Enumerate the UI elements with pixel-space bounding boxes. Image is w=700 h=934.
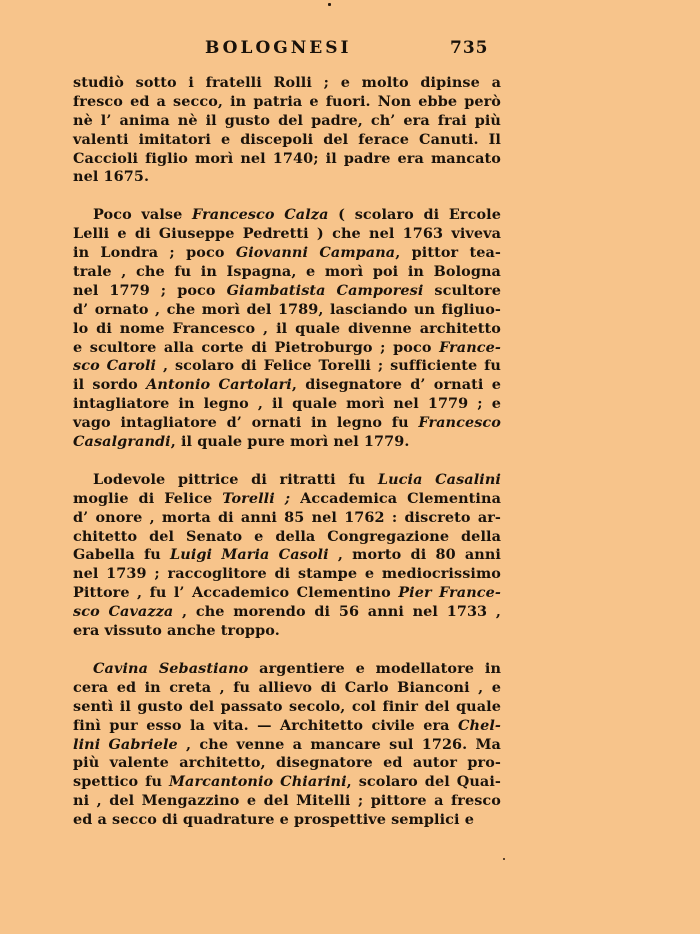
page-header [0,38,700,62]
paragraph [73,471,501,641]
paragraph [73,74,501,187]
text-segment: Poco valse [93,206,192,224]
text-segment: valenti imitatori e discepoli del ferace Canuti. Il [73,130,501,148]
text-line [73,225,501,244]
text-segment: studiò sotto i fratelli Rolli ; e molto dipinse a [73,74,501,91]
italic-name: Giovanni Campana [235,244,396,262]
paragraph [73,206,501,452]
text-segment: chitetto del Senato e della Congregazione della [73,527,501,545]
text-line [73,376,501,395]
text-line [73,754,501,773]
text-line [73,206,501,225]
text-line [73,490,501,509]
italic-name: Marcantonio Chiarini [168,773,347,791]
text-line [73,168,501,187]
text-segment: , che morendo di 56 anni nel 1733 , [173,603,501,621]
text-line [73,509,501,528]
text-segment: il sordo [73,376,147,394]
text-line [73,357,501,376]
text-segment: , morto di 80 anni [328,546,501,564]
text-segment: ni , del Mengazzino e del Mitelli ; pittore a fresco [73,792,501,810]
text-segment: più valente architetto, disegnatore ed autor pro- [73,754,501,772]
ink-speck-top [328,3,331,6]
text-segment: , scolaro di Felice Torelli ; sufficiente fu [156,357,501,375]
text-line [73,244,501,263]
text-segment: argentiere e modellatore in [248,659,502,677]
text-line [73,717,501,736]
text-line [73,150,501,169]
text-line [73,792,501,811]
text-segment: nel 1739 ; raccoglitore di stampe e mediocrissimo [73,565,501,583]
text-segment: , scolaro del Quai- [346,773,501,791]
text-segment: nel 1779 ; poco [73,281,227,299]
text-segment: Caccioli figlio morì nel 1740; il padre era mancato [73,149,501,167]
body-text [73,74,501,830]
text-line [73,736,501,755]
text-segment: in Londra ; poco [73,244,236,262]
text-segment: Lelli e di Giuseppe Pedretti ) che nel 1763 viveva [73,225,501,243]
text-line [73,660,501,679]
text-line [73,112,501,131]
text-segment: d’ onore , morta di anni 85 nel 1762 : discreto ar- [73,508,501,526]
text-segment: scultore [423,281,501,299]
italic-name: lini Gabriele [73,735,178,753]
text-segment: , pittor tea- [395,244,501,262]
italic-name: France- [439,338,501,356]
text-line [73,395,501,414]
text-line [73,131,501,150]
italic-name: Torelli ; [222,489,291,507]
paragraph [73,660,501,830]
italic-name: Francesco [418,414,501,432]
text-segment: moglie di Felice [73,489,223,507]
italic-name: sco Caroli [73,357,157,375]
text-segment: cera ed in creta , fu allievo di Carlo Bianconi , e [73,678,501,696]
text-segment: trale , che fu in Ispagna, e morì poi in Bologna [73,263,501,281]
text-segment: spettico fu [73,773,169,791]
text-line [73,433,501,452]
text-segment: , disegnatore d’ ornati e [291,376,502,394]
text-line [73,320,501,339]
italic-name: sco Cavazza [73,603,174,621]
text-line [73,301,501,320]
text-segment: finì pur esso la vita. — Architetto civile era [73,716,458,734]
text-segment: ed a secco di quadrature e prospettive semplici e [73,811,474,829]
italic-name: Giambatista Camporesi [226,281,424,299]
text-line [73,93,501,112]
text-line [73,282,501,301]
text-line [73,622,501,641]
italic-name: Francesco Calza [192,206,329,224]
italic-name: Pier France- [398,584,501,602]
italic-name: Casalgrandi [73,433,171,451]
text-line [73,528,501,547]
text-segment: vago intagliatore d’ ornati in legno fu [73,414,419,432]
text-segment: ( scolaro di Ercole [328,206,501,224]
text-segment: fresco ed a secco, in patria e fuori. Non ebbe però [73,92,501,110]
text-segment: sentì il gusto del passato secolo, col finir del quale [73,697,501,715]
text-line [73,698,501,717]
italic-name: Chel- [457,716,501,734]
text-segment: Gabella fu [73,546,171,564]
italic-name: Antonio Cartolari [146,376,292,394]
text-segment: , che venne a mancare sul 1726. Ma [177,735,501,753]
running-head: BOLOGNESI [205,38,352,58]
text-segment: Accademica Clementina [290,489,501,507]
ink-speck-bottom [503,858,505,860]
text-segment: Pittore , fu l’ Accademico Clementino [73,584,399,602]
text-line [73,565,501,584]
text-line [73,471,501,490]
italic-name: Cavina Sebastiano [93,659,249,677]
text-segment: , il quale pure morì nel 1779. [170,433,410,451]
text-segment: era vissuto anche troppo. [73,622,280,640]
text-line [73,414,501,433]
page-number: 735 [450,38,489,58]
text-segment: Lodevole pittrice di ritratti fu [93,470,378,488]
text-segment: nè l’ anima nè il gusto del padre, ch’ era frai più [73,111,501,129]
text-line [73,74,501,93]
italic-name: Luigi Maria Casoli [170,546,329,564]
text-line [73,546,501,565]
text-line [73,339,501,358]
text-line [73,811,501,830]
text-line [73,584,501,603]
text-line [73,773,501,792]
text-segment: d’ ornato , che morì del 1789, lasciando un figliuo- [73,300,501,318]
text-segment: lo di nome Francesco , il quale divenne architetto [73,319,501,337]
text-line [73,263,501,282]
text-segment: e scultore alla corte di Pietroburgo ; poco [73,338,440,356]
italic-name: Lucia Casalini [377,470,501,488]
text-line [73,603,501,622]
text-line [73,679,501,698]
text-segment: nel 1675. [73,168,150,186]
text-segment: intagliatore in legno , il quale morì nel 1779 ; e [73,395,501,413]
